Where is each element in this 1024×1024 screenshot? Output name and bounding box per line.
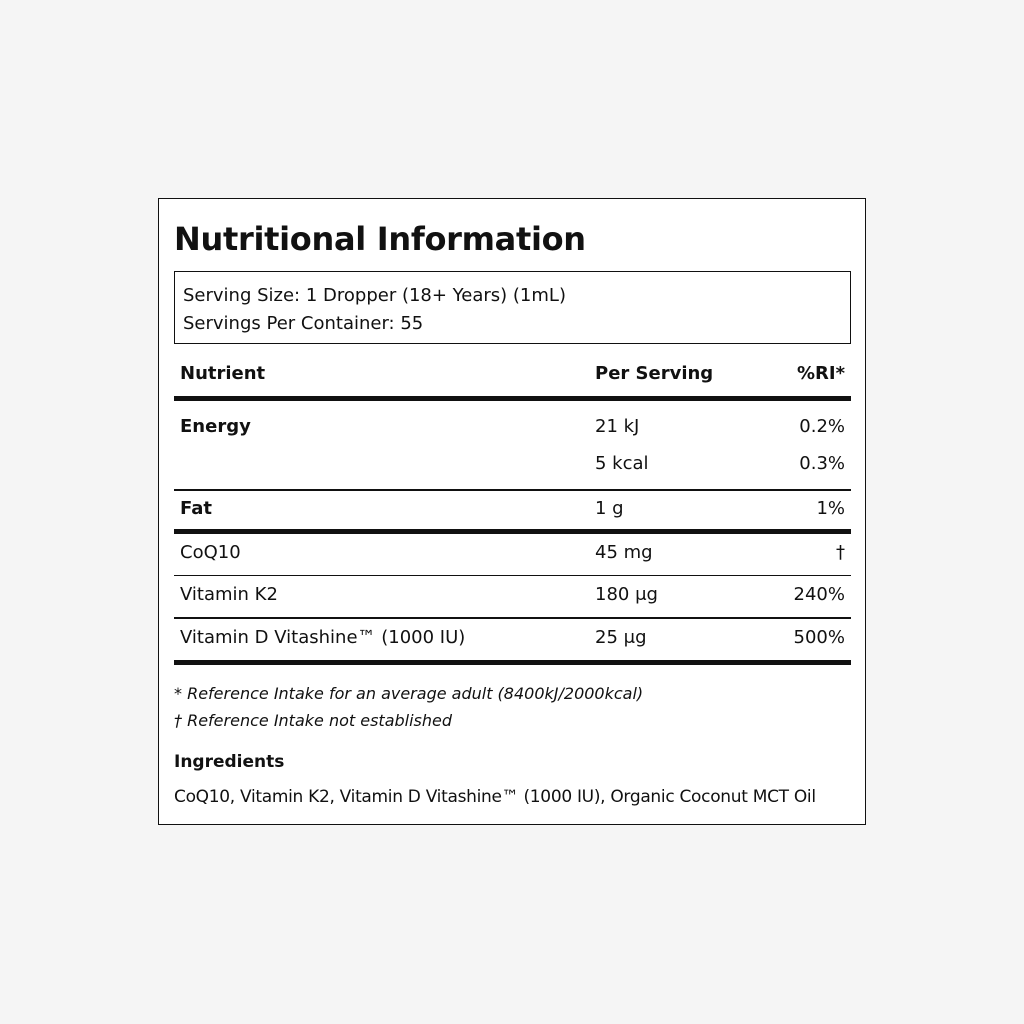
ri-footnote: * Reference Intake for an average adult (8400kJ/2000kcal) [174, 684, 644, 703]
nutrient-ri: 0.2% [799, 416, 845, 437]
table-row-energy-kcal [174, 449, 851, 489]
nutrient-amount: 21 kJ [595, 416, 640, 437]
footnotes [174, 680, 643, 734]
serving-info-box [174, 271, 851, 344]
nutrient-name: CoQ10 [180, 541, 241, 563]
nutrient-name: Fat [180, 497, 212, 519]
nutrient-name: Vitamin D Vitashine™ (1000 IU) [180, 626, 466, 648]
table-row [174, 619, 851, 660]
nutrient-table [174, 359, 851, 665]
table-bottom-divider [174, 660, 851, 665]
table-row [174, 576, 851, 617]
nutrition-panel [158, 198, 866, 825]
table-row-fat [174, 491, 851, 529]
table-row-energy-kj [174, 401, 851, 449]
nutrient-amount: 25 μg [595, 626, 647, 648]
nutrient-ri: 240% [793, 584, 845, 605]
nutrient-amount: 5 kcal [595, 453, 649, 474]
nutrient-name: Energy [180, 416, 251, 437]
table-header-row [174, 359, 851, 396]
ingredients-heading: Ingredients [174, 752, 285, 772]
nutrient-amount: 45 mg [595, 541, 653, 563]
panel-title: Nutritional Information [174, 220, 586, 258]
header-ri: %RI* [796, 363, 845, 384]
dagger-footnote: † Reference Intake not established [174, 711, 453, 730]
nutrient-amount: 180 μg [595, 584, 658, 605]
servings-per-container: Servings Per Container: 55 [183, 313, 424, 334]
nutrient-ri: 500% [793, 626, 845, 648]
header-per-serving: Per Serving [595, 363, 714, 384]
ingredients-list: CoQ10, Vitamin K2, Vitamin D Vitashine™ (1000 IU), Organic Coconut MCT Oil [174, 787, 816, 807]
header-nutrient: Nutrient [180, 363, 266, 384]
nutrient-name: Vitamin K2 [180, 584, 278, 605]
table-row [174, 534, 851, 575]
nutrient-ri: † [836, 541, 845, 563]
nutrient-ri: 0.3% [799, 453, 845, 474]
serving-size: Serving Size: 1 Dropper (18+ Years) (1mL) [183, 285, 566, 306]
nutrient-amount: 1 g [595, 497, 624, 519]
nutrient-ri: 1% [816, 497, 845, 519]
